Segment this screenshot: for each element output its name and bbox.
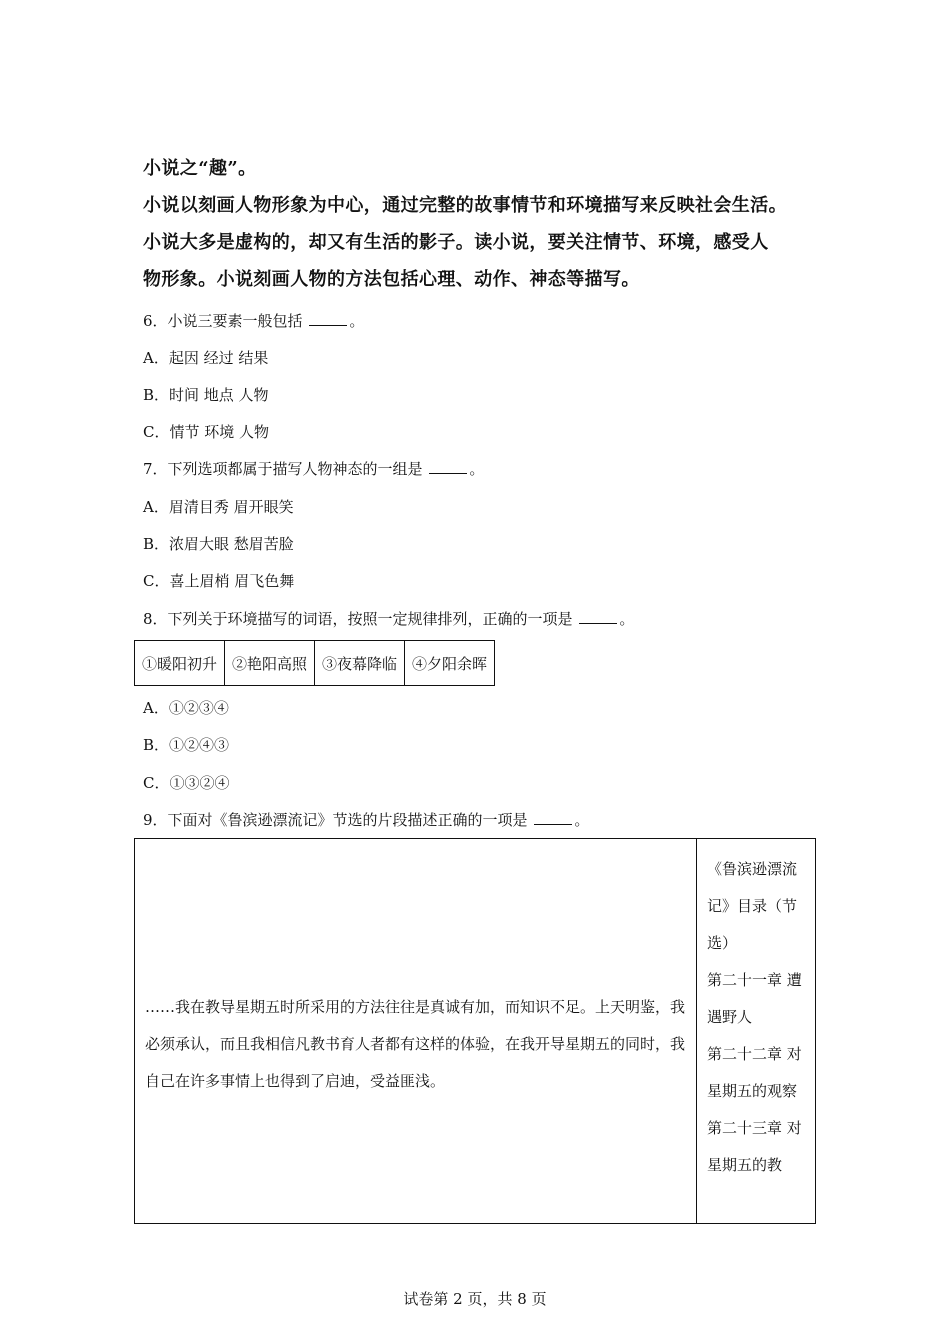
q8-option-c: C．①③②④ [143, 774, 230, 792]
q7-option-c: C．喜上眉梢 眉飞色舞 [143, 572, 295, 590]
excerpt-text: ……我在教导星期五时所采用的方法往往是真诚有加，而知识不足。上天明鉴，我必须承认，而且我相信凡教书育人者都有这样的体验，在我开导星期五的同时，我自己在许多事情上也得到了启迪，受益匪浅。 [145, 998, 686, 1090]
intro-line-3: 物形象。小说刻画人物的方法包括心理、动作、神态等描写。 [143, 269, 640, 290]
intro-line-2: 小说大多是虚构的，却又有生活的影子。读小说，要关注情节、环境，感受人 [143, 232, 769, 253]
toc-item: 第二十一章 遭遇野人 [707, 971, 802, 1026]
answer-blank[interactable] [309, 311, 347, 326]
q9-stem: 9．下面对《鲁滨逊漂流记》节选的片段描述正确的一项是 。 [143, 811, 590, 829]
word-cell: ②艳阳高照 [225, 641, 315, 686]
q7-option-b: B．浓眉大眼 愁眉苦脸 [143, 535, 294, 553]
q8-word-table [134, 640, 495, 686]
q8-option-b: B．①②④③ [143, 736, 230, 754]
page-footer: 试卷第 2 页，共 8 页 [403, 1290, 547, 1308]
answer-blank[interactable] [534, 810, 572, 825]
q7-stem: 7．下列选项都属于描写人物神态的一组是 。 [143, 460, 485, 478]
q6-option-c: C．情节 环境 人物 [143, 423, 270, 441]
word-cell: ①暖阳初升 [135, 641, 225, 686]
toc-item: 第二十三章 对星期五的教 [707, 1119, 802, 1174]
q7-option-a: A．眉清目秀 眉开眼笑 [143, 498, 294, 516]
toc-cell [707, 851, 809, 1184]
q6-option-b: B．时间 地点 人物 [143, 386, 269, 404]
q6-stem: 6．小说三要素一般包括 。 [143, 312, 365, 330]
q8-stem: 8．下列关于环境描写的词语，按照一定规律排列，正确的一项是 。 [143, 610, 635, 628]
excerpt-cell [135, 839, 697, 1223]
intro-title: 小说之“趣”。 [143, 158, 257, 179]
toc-title: 《鲁滨逊漂流记》目录（节选） [707, 860, 798, 952]
q6-option-a: A．起因 经过 结果 [143, 349, 269, 367]
word-cell: ④夕阳余晖 [405, 641, 495, 686]
intro-section [143, 150, 843, 298]
answer-blank[interactable] [429, 459, 467, 474]
answer-blank[interactable] [579, 609, 617, 624]
toc-item: 第二十二章 对星期五的观察 [707, 1045, 802, 1100]
intro-line-1: 小说以刻画人物形象为中心，通过完整的故事情节和环境描写来反映社会生活。 [143, 195, 787, 216]
q9-excerpt-table [134, 838, 816, 1224]
q8-option-a: A．①②③④ [143, 699, 229, 717]
word-cell: ③夜幕降临 [315, 641, 405, 686]
